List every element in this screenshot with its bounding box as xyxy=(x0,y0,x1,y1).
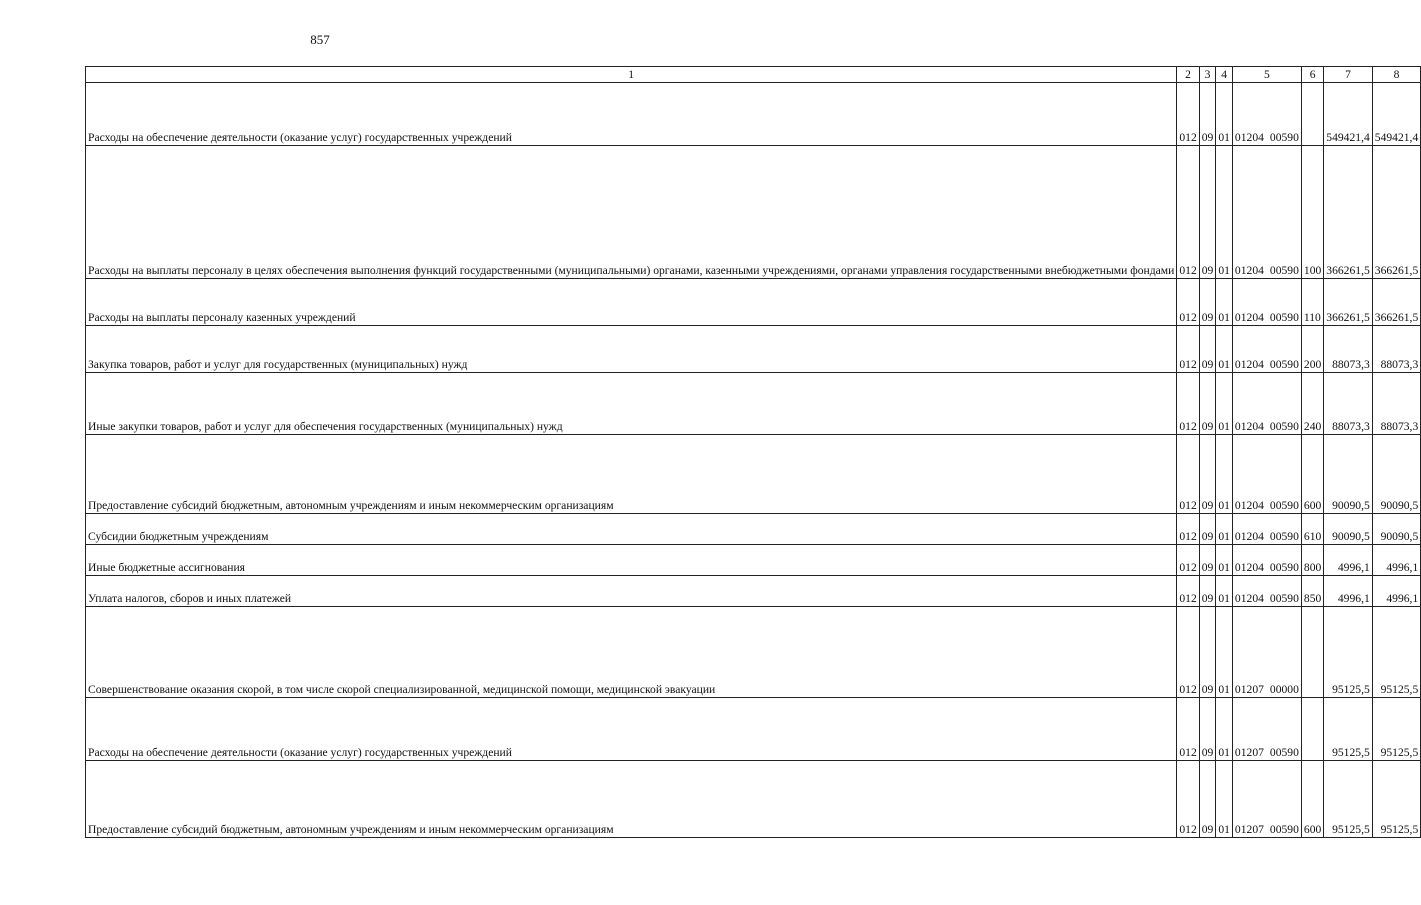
column-header-6: 6 xyxy=(1301,67,1323,83)
column-header-8: 8 xyxy=(1372,67,1420,83)
cell-amount-col8: 95125,5 xyxy=(1372,761,1420,838)
cell-amount-col7: 95125,5 xyxy=(1324,698,1372,761)
cell-target-article xyxy=(1232,279,1301,326)
row-name: Расходы на обеспечение деятельности (оказание услуг) государственных учреждений xyxy=(86,83,1177,146)
cell-subsection-code: 01 xyxy=(1216,435,1233,514)
table-row xyxy=(86,576,1421,607)
target-article-part-a: 01207 xyxy=(1234,746,1264,759)
cell-section-code: 09 xyxy=(1199,83,1216,146)
cell-subsection-code: 01 xyxy=(1216,146,1233,279)
cell-subsection-code: 01 xyxy=(1216,83,1233,146)
table-row xyxy=(86,761,1421,838)
table-row xyxy=(86,698,1421,761)
cell-subsection-code: 01 xyxy=(1216,761,1233,838)
cell-subsection-code: 01 xyxy=(1216,326,1233,373)
cell-section-code: 09 xyxy=(1199,146,1216,279)
cell-amount-col7: 366261,5 xyxy=(1324,279,1372,326)
target-article-part-b: 00590 xyxy=(1269,530,1299,543)
cell-ministry-code: 012 xyxy=(1177,279,1199,326)
cell-amount-col8: 90090,5 xyxy=(1372,435,1420,514)
cell-amount-col8: 549421,4 xyxy=(1372,83,1420,146)
table-row xyxy=(86,146,1421,279)
column-header-5: 5 xyxy=(1232,67,1301,83)
target-article-part-b: 00000 xyxy=(1269,683,1299,696)
cell-amount-col7: 95125,5 xyxy=(1324,607,1372,698)
cell-ministry-code: 012 xyxy=(1177,373,1199,435)
target-article-part-a: 01207 xyxy=(1234,823,1264,836)
cell-amount-col8: 366261,5 xyxy=(1372,279,1420,326)
column-header-1: 1 xyxy=(86,67,1177,83)
cell-expense-type: 240 xyxy=(1301,373,1323,435)
cell-subsection-code: 01 xyxy=(1216,607,1233,698)
cell-amount-col8: 95125,5 xyxy=(1372,607,1420,698)
table-row xyxy=(86,373,1421,435)
table-row xyxy=(86,326,1421,373)
target-article-part-b: 00590 xyxy=(1269,592,1299,605)
cell-amount-col8: 366261,5 xyxy=(1372,146,1420,279)
cell-section-code: 09 xyxy=(1199,607,1216,698)
table-row xyxy=(86,514,1421,545)
cell-amount-col8: 4996,1 xyxy=(1372,576,1420,607)
row-name: Расходы на выплаты персоналу в целях обеспечения выполнения функций государственными (муниципальными) органами, казенными учреждениями, органами управления государственными внебюджетными фондами xyxy=(86,146,1177,279)
cell-amount-col7: 4996,1 xyxy=(1324,545,1372,576)
cell-subsection-code: 01 xyxy=(1216,373,1233,435)
table-row xyxy=(86,545,1421,576)
cell-expense-type: 110 xyxy=(1301,279,1323,326)
target-article-part-b: 00590 xyxy=(1269,131,1299,144)
target-article-part-b: 00590 xyxy=(1269,746,1299,759)
cell-section-code: 09 xyxy=(1199,576,1216,607)
cell-subsection-code: 01 xyxy=(1216,698,1233,761)
cell-ministry-code: 012 xyxy=(1177,146,1199,279)
cell-amount-col8: 88073,3 xyxy=(1372,373,1420,435)
cell-expense-type: 100 xyxy=(1301,146,1323,279)
cell-ministry-code: 012 xyxy=(1177,545,1199,576)
target-article-part-a: 01204 xyxy=(1234,131,1264,144)
target-article-part-b: 00590 xyxy=(1269,561,1299,574)
cell-target-article xyxy=(1232,545,1301,576)
table-row xyxy=(86,83,1421,146)
row-name: Иные бюджетные ассигнования xyxy=(86,545,1177,576)
cell-amount-col8: 95125,5 xyxy=(1372,698,1420,761)
cell-section-code: 09 xyxy=(1199,373,1216,435)
target-article-part-a: 01204 xyxy=(1234,499,1264,512)
target-article-part-a: 01204 xyxy=(1234,530,1264,543)
row-name: Закупка товаров, работ и услуг для государственных (муниципальных) нужд xyxy=(86,326,1177,373)
cell-amount-col7: 95125,5 xyxy=(1324,761,1372,838)
cell-amount-col7: 88073,3 xyxy=(1324,373,1372,435)
cell-target-article xyxy=(1232,83,1301,146)
column-header-2: 2 xyxy=(1177,67,1199,83)
row-name: Предоставление субсидий бюджетным, автономным учреждениям и иным некоммерческим организациям xyxy=(86,435,1177,514)
cell-expense-type xyxy=(1301,607,1323,698)
cell-section-code: 09 xyxy=(1199,279,1216,326)
cell-subsection-code: 01 xyxy=(1216,576,1233,607)
cell-amount-col8: 88073,3 xyxy=(1372,326,1420,373)
row-name: Расходы на обеспечение деятельности (оказание услуг) государственных учреждений xyxy=(86,698,1177,761)
row-name: Расходы на выплаты персоналу казенных учреждений xyxy=(86,279,1177,326)
cell-ministry-code: 012 xyxy=(1177,607,1199,698)
cell-section-code: 09 xyxy=(1199,435,1216,514)
cell-ministry-code: 012 xyxy=(1177,435,1199,514)
target-article-part-b: 00590 xyxy=(1269,264,1299,277)
cell-target-article xyxy=(1232,146,1301,279)
budget-table xyxy=(85,66,1421,838)
target-article-part-b: 00590 xyxy=(1269,358,1299,371)
target-article-part-b: 00590 xyxy=(1269,420,1299,433)
cell-target-article xyxy=(1232,576,1301,607)
table-row xyxy=(86,607,1421,698)
target-article-part-a: 01204 xyxy=(1234,358,1264,371)
column-header-7: 7 xyxy=(1324,67,1372,83)
cell-target-article xyxy=(1232,514,1301,545)
row-name: Иные закупки товаров, работ и услуг для обеспечения государственных (муниципальных) нужд xyxy=(86,373,1177,435)
cell-amount-col7: 549421,4 xyxy=(1324,83,1372,146)
cell-amount-col8: 4996,1 xyxy=(1372,545,1420,576)
row-name: Субсидии бюджетным учреждениям xyxy=(86,514,1177,545)
cell-subsection-code: 01 xyxy=(1216,545,1233,576)
target-article-part-b: 00590 xyxy=(1269,311,1299,324)
target-article-part-a: 01204 xyxy=(1234,592,1264,605)
target-article-part-b: 00590 xyxy=(1269,823,1299,836)
cell-ministry-code: 012 xyxy=(1177,326,1199,373)
cell-amount-col7: 90090,5 xyxy=(1324,514,1372,545)
cell-subsection-code: 01 xyxy=(1216,514,1233,545)
cell-amount-col7: 88073,3 xyxy=(1324,326,1372,373)
cell-target-article xyxy=(1232,698,1301,761)
cell-ministry-code: 012 xyxy=(1177,761,1199,838)
cell-section-code: 09 xyxy=(1199,761,1216,838)
target-article-part-a: 01204 xyxy=(1234,264,1264,277)
row-name: Предоставление субсидий бюджетным, автономным учреждениям и иным некоммерческим организациям xyxy=(86,761,1177,838)
cell-target-article xyxy=(1232,761,1301,838)
cell-amount-col8: 90090,5 xyxy=(1372,514,1420,545)
target-article-part-a: 01204 xyxy=(1234,311,1264,324)
cell-expense-type: 850 xyxy=(1301,576,1323,607)
cell-target-article xyxy=(1232,607,1301,698)
column-header-4: 4 xyxy=(1216,67,1233,83)
table-row xyxy=(86,279,1421,326)
cell-section-code: 09 xyxy=(1199,698,1216,761)
column-header-3: 3 xyxy=(1199,67,1216,83)
cell-expense-type xyxy=(1301,698,1323,761)
cell-target-article xyxy=(1232,373,1301,435)
cell-ministry-code: 012 xyxy=(1177,698,1199,761)
cell-section-code: 09 xyxy=(1199,326,1216,373)
cell-expense-type: 610 xyxy=(1301,514,1323,545)
cell-expense-type: 800 xyxy=(1301,545,1323,576)
target-article-part-a: 01207 xyxy=(1234,683,1264,696)
cell-amount-col7: 366261,5 xyxy=(1324,146,1372,279)
page-number: 857 xyxy=(310,32,330,47)
cell-expense-type: 600 xyxy=(1301,761,1323,838)
cell-amount-col7: 90090,5 xyxy=(1324,435,1372,514)
row-name: Уплата налогов, сборов и иных платежей xyxy=(86,576,1177,607)
cell-section-code: 09 xyxy=(1199,514,1216,545)
cell-ministry-code: 012 xyxy=(1177,514,1199,545)
cell-target-article xyxy=(1232,435,1301,514)
cell-section-code: 09 xyxy=(1199,545,1216,576)
cell-expense-type xyxy=(1301,83,1323,146)
cell-expense-type: 600 xyxy=(1301,435,1323,514)
cell-target-article xyxy=(1232,326,1301,373)
cell-amount-col7: 4996,1 xyxy=(1324,576,1372,607)
table-header-row xyxy=(86,67,1421,83)
table-row xyxy=(86,435,1421,514)
target-article-part-b: 00590 xyxy=(1269,499,1299,512)
cell-subsection-code: 01 xyxy=(1216,279,1233,326)
cell-ministry-code: 012 xyxy=(1177,576,1199,607)
target-article-part-a: 01204 xyxy=(1234,561,1264,574)
row-name: Совершенствование оказания скорой, в том числе скорой специализированной, медицинской помощи, медицинской эвакуации xyxy=(86,607,1177,698)
target-article-part-a: 01204 xyxy=(1234,420,1264,433)
cell-expense-type: 200 xyxy=(1301,326,1323,373)
cell-ministry-code: 012 xyxy=(1177,83,1199,146)
